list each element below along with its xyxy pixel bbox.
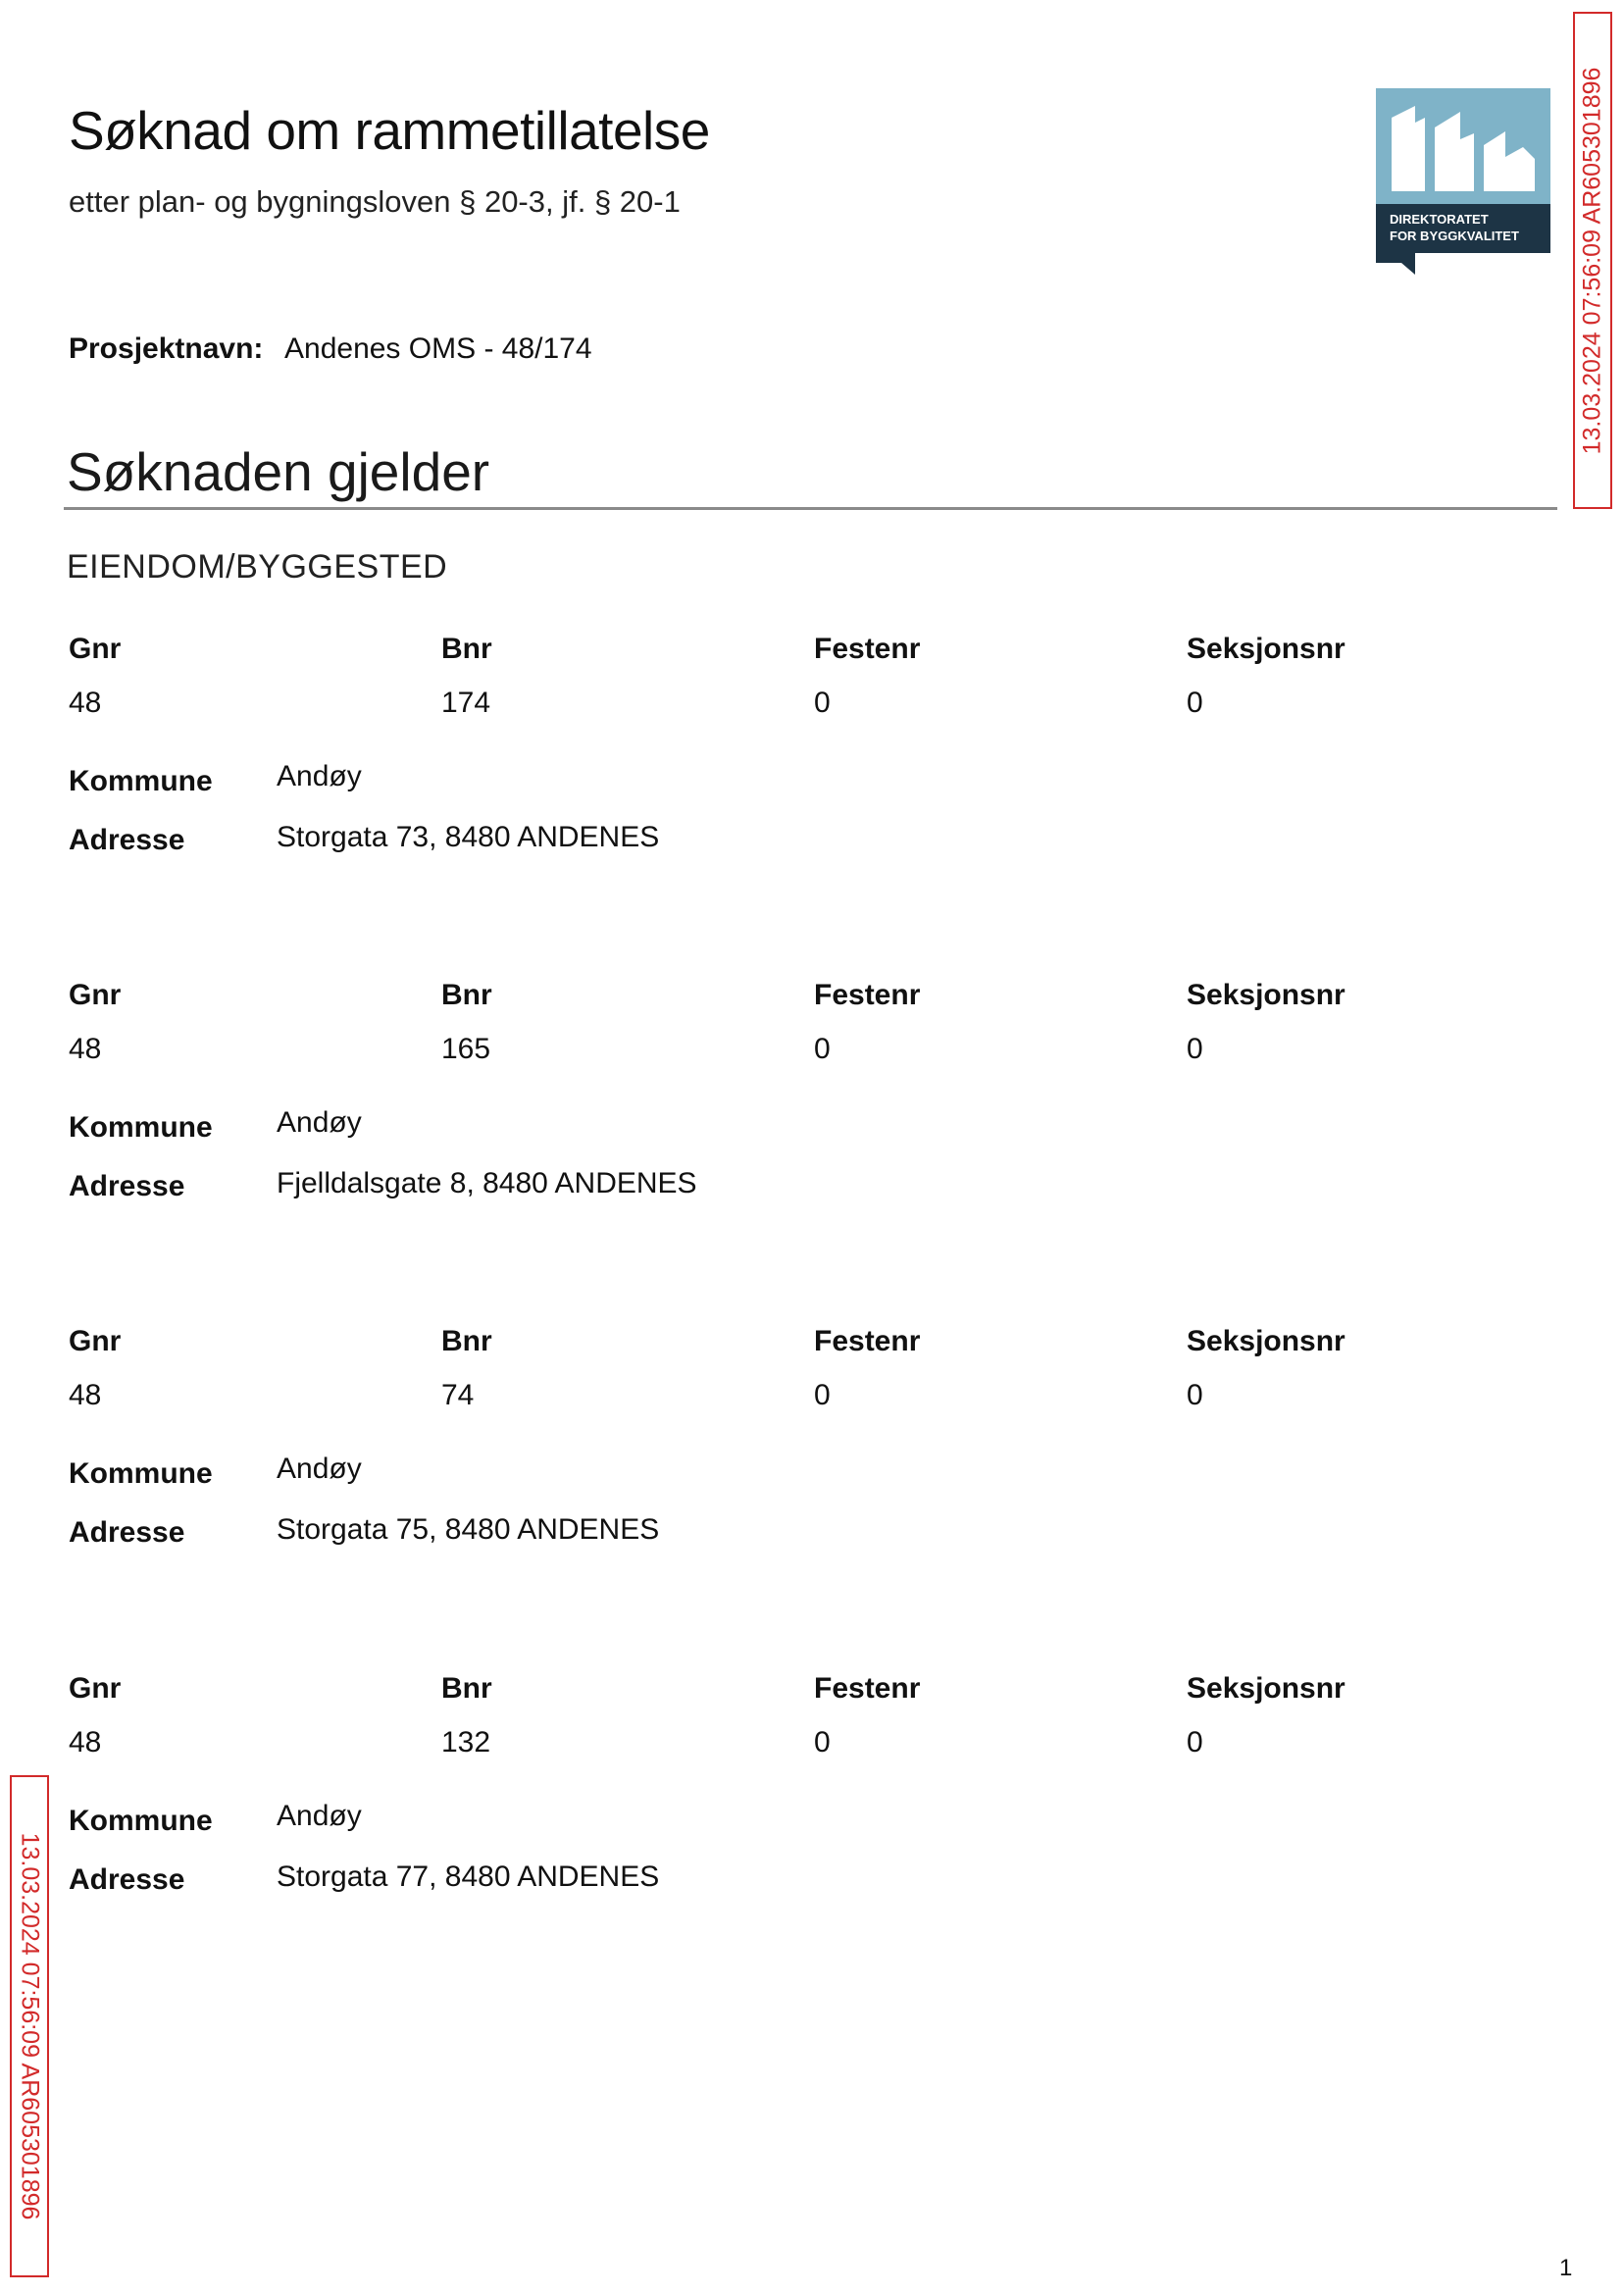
dibk-logo	[1376, 88, 1550, 275]
adresse-value: Storgata 77, 8480 ANDENES	[277, 1861, 660, 1893]
project-name-value: Andenes OMS - 48/174	[284, 332, 592, 365]
document-title: Søknad om rammetillatelse	[69, 100, 710, 161]
bnr-label: Bnr	[441, 1325, 492, 1357]
gnr-label: Gnr	[69, 1325, 122, 1357]
adresse-value: Fjelldalsgate 8, 8480 ANDENES	[277, 1167, 697, 1199]
festenr-value: 0	[814, 1379, 831, 1411]
festenr-value: 0	[814, 1726, 831, 1759]
logo-line-2: FOR BYGGKVALITET	[1390, 229, 1519, 243]
adresse-label: Adresse	[69, 1170, 185, 1202]
bnr-label: Bnr	[441, 979, 492, 1011]
seksjonsnr-label: Seksjonsnr	[1187, 633, 1345, 665]
bnr-label: Bnr	[441, 633, 492, 665]
property-block	[69, 1669, 1540, 1924]
seksjonsnr-label: Seksjonsnr	[1187, 1325, 1345, 1357]
gnr-label: Gnr	[69, 979, 122, 1011]
festenr-label: Festenr	[814, 633, 921, 665]
kommune-label: Kommune	[69, 1111, 213, 1144]
property-block	[69, 630, 1540, 885]
project-name-label: Prosjektnavn:	[69, 332, 264, 365]
seksjonsnr-value: 0	[1187, 1033, 1203, 1065]
festenr-value: 0	[814, 1033, 831, 1065]
kommune-value: Andøy	[277, 760, 362, 792]
adresse-label: Adresse	[69, 1516, 185, 1549]
festenr-label: Festenr	[814, 979, 921, 1011]
logo-line-1: DIREKTORATET	[1390, 212, 1489, 227]
bnr-value: 74	[441, 1379, 475, 1411]
kommune-label: Kommune	[69, 765, 213, 797]
adresse-label: Adresse	[69, 824, 185, 856]
section-divider	[64, 507, 1557, 510]
property-block	[69, 976, 1540, 1231]
adresse-label: Adresse	[69, 1863, 185, 1896]
kommune-label: Kommune	[69, 1805, 213, 1837]
seksjonsnr-value: 0	[1187, 687, 1203, 719]
seksjonsnr-value: 0	[1187, 1379, 1203, 1411]
property-block	[69, 1322, 1540, 1577]
bnr-value: 174	[441, 687, 491, 719]
stamp-text: 13.03.2024 07:56:09 AR605301896	[16, 1832, 44, 2220]
gnr-value: 48	[69, 1033, 102, 1065]
kommune-value: Andøy	[277, 1453, 362, 1485]
gnr-value: 48	[69, 687, 102, 719]
page-number: 1	[1559, 2255, 1573, 2281]
festenr-label: Festenr	[814, 1325, 921, 1357]
festenr-label: Festenr	[814, 1672, 921, 1705]
bnr-value: 165	[441, 1033, 491, 1065]
gnr-value: 48	[69, 1379, 102, 1411]
subsection-title: EIENDOM/BYGGESTED	[67, 548, 448, 586]
gnr-label: Gnr	[69, 1672, 122, 1705]
kommune-value: Andøy	[277, 1106, 362, 1139]
stamp-text: 13.03.2024 07:56:09 AR605301896	[1578, 67, 1606, 454]
adresse-value: Storgata 73, 8480 ANDENES	[277, 821, 660, 853]
festenr-value: 0	[814, 687, 831, 719]
seksjonsnr-label: Seksjonsnr	[1187, 979, 1345, 1011]
seksjonsnr-value: 0	[1187, 1726, 1203, 1759]
bnr-value: 132	[441, 1726, 491, 1759]
gnr-label: Gnr	[69, 633, 122, 665]
adresse-value: Storgata 75, 8480 ANDENES	[277, 1513, 660, 1546]
kommune-value: Andøy	[277, 1800, 362, 1832]
document-subtitle: etter plan- og bygningsloven § 20-3, jf. § 20-1	[69, 184, 681, 219]
seksjonsnr-label: Seksjonsnr	[1187, 1672, 1345, 1705]
building-logo-icon	[1376, 88, 1550, 275]
date-stamp-left	[10, 1775, 49, 2277]
bnr-label: Bnr	[441, 1672, 492, 1705]
gnr-value: 48	[69, 1726, 102, 1759]
date-stamp-right	[1573, 12, 1612, 509]
section-title: Søknaden gjelder	[67, 441, 490, 502]
kommune-label: Kommune	[69, 1457, 213, 1490]
